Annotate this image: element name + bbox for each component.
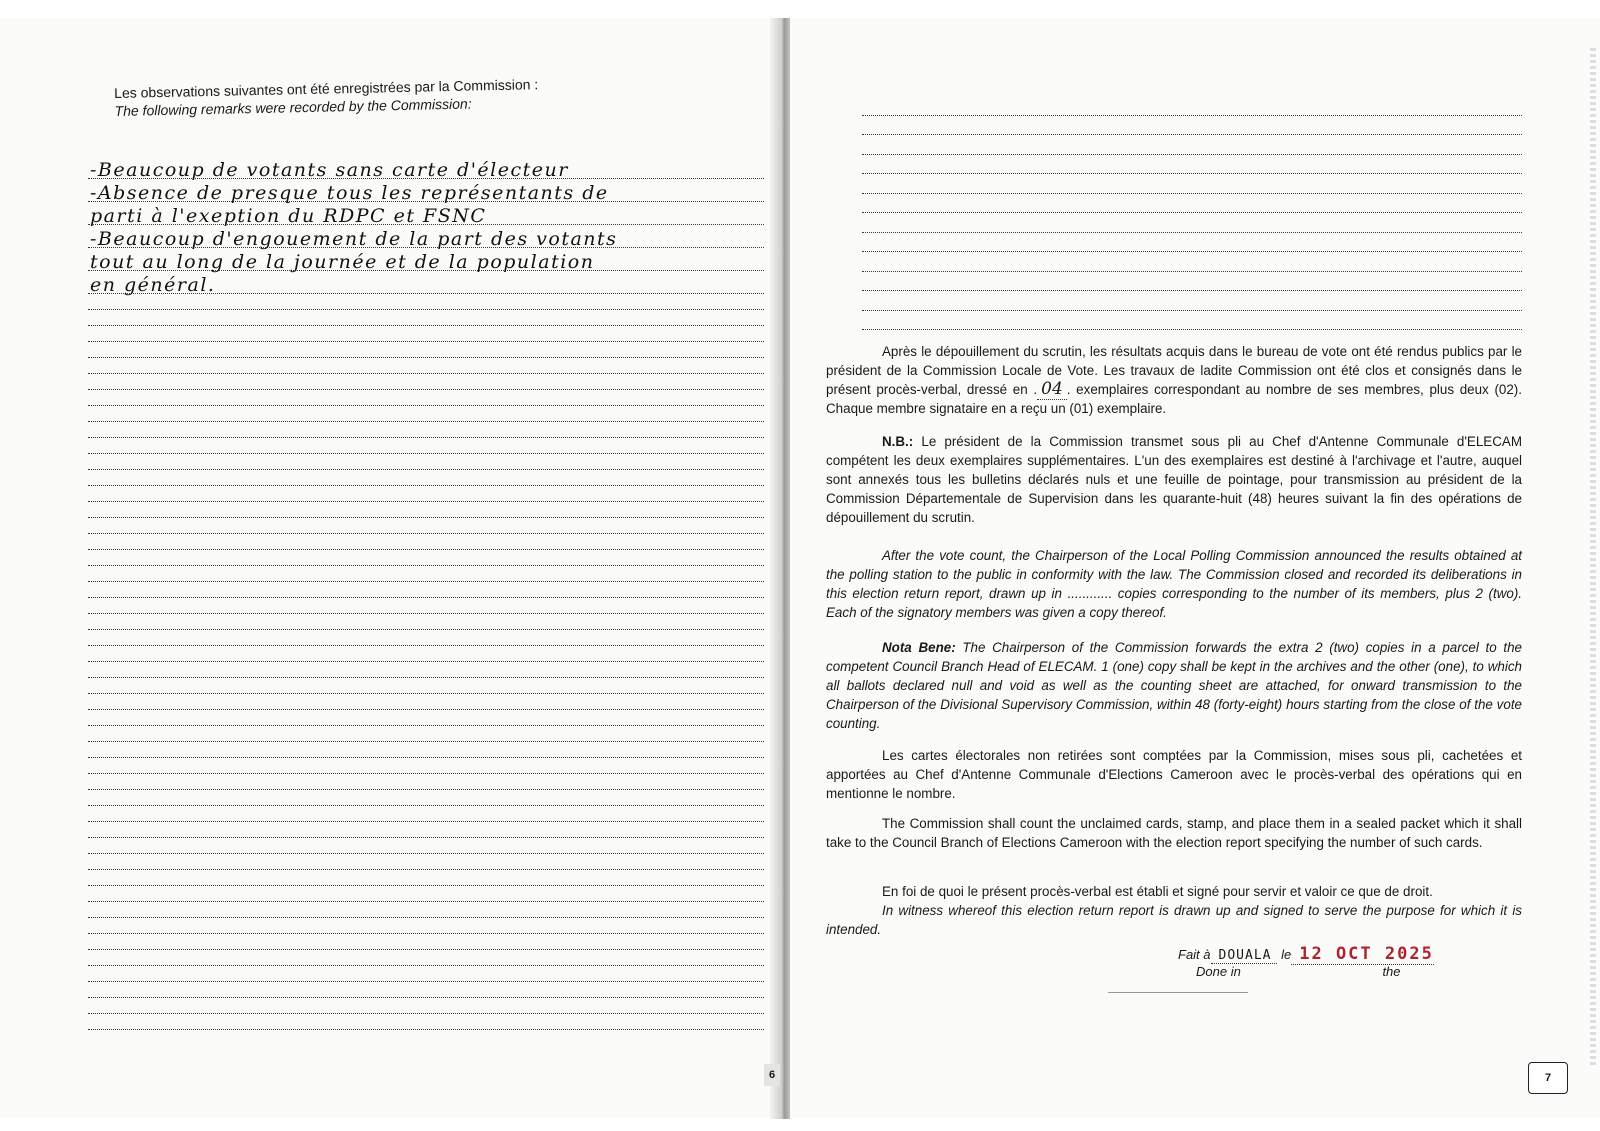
handwritten-remark: tout au long de la journée et de la population (90, 251, 595, 273)
blank-ruled-line (862, 96, 1522, 116)
nota-label: Nota Bene: (882, 640, 956, 655)
nb-paragraph-fr (826, 432, 1522, 527)
handwritten-remark: -Beaucoup d'engouement de la part des votants (90, 228, 618, 250)
ruled-line (88, 678, 764, 694)
ruled-line (88, 294, 764, 310)
blank-ruled-line (862, 311, 1522, 331)
ruled-line (88, 950, 764, 966)
heading-fr: Les observations suivantes ont été enregistrées par la Commission : (114, 76, 539, 101)
ruled-line (88, 470, 764, 486)
ruled-line (88, 179, 764, 202)
blank-ruled-line (862, 213, 1522, 233)
ruled-line (88, 534, 764, 550)
ruled-line (88, 870, 764, 886)
ruled-line (88, 774, 764, 790)
blank-ruled-line (862, 291, 1522, 311)
nb-label: N.B.: (882, 434, 914, 449)
para-cards-fr: Les cartes électorales non retirées sont comptées par la Commission, mises sous pli, cachetées et apportées au Chef d'Antenne Communale d'Elections Cameroon avec le procès-verbal des opérations qui en mentionne le nombre. (826, 748, 1522, 801)
handwritten-remark: parti à l'exeption du RDPC et FSNC (90, 205, 487, 227)
ruled-line (88, 710, 764, 726)
ruled-line (88, 518, 764, 534)
ruled-line (88, 358, 764, 374)
date-stamp: 12 OCT 2025 (1291, 944, 1434, 965)
ruled-line (88, 486, 764, 502)
ruled-line (88, 598, 764, 614)
blank-remarks-lines (862, 96, 1522, 330)
ruled-line (88, 614, 764, 630)
para1-text-a: Après le dépouillement du scrutin, les résultats acquis dans le bureau de vote ont été rendus publics par le président de la Commission Locale de Vote. Les travaux de ladite Commission ont été clos et consignés dans le présent procès-verbal, dressé en . (826, 344, 1522, 397)
handwritten-remark: -Absence de presque tous les représentants de (90, 182, 609, 204)
closing-en: In witness whereof this election return report is drawn up and signed to serve the purpose for which it is intended. (826, 903, 1522, 937)
copies-count-filled: 04 (1037, 379, 1067, 400)
nb-text: Le président de la Commission transmet sous pli au Chef d'Antenne Communale d'ELECAM compétent les deux exemplaires supplémentaires. L'un des exemplaires est destiné à l'archivage et l'autre, auquel sont annexés tous les bulletins déclarés nuls et une feuille de pointage, pour transmission au président de la Commission Départementale de Supervision dans les quarante-huit (48) heures suivant la fin des opérations de dépouillement du scrutin. (826, 434, 1522, 525)
signature-rule (1108, 992, 1248, 993)
ruled-line (88, 550, 764, 566)
ruled-line (88, 982, 764, 998)
ruled-line (88, 582, 764, 598)
ruled-line (88, 630, 764, 646)
closing-fr: En foi de quoi le présent procès-verbal est établi et signé pour servir et valoir ce que de droit. (882, 884, 1433, 899)
nota-bene-paragraph-en (826, 638, 1522, 733)
remarks-lines (88, 156, 764, 1030)
the-label: the (1382, 964, 1401, 979)
closing-paragraphs (826, 882, 1522, 939)
ruled-line (88, 225, 764, 248)
ruled-line (88, 271, 764, 294)
fait-a-label: Fait à (1178, 947, 1211, 962)
blank-ruled-line (862, 194, 1522, 214)
ruled-line (88, 342, 764, 358)
results-paragraph-fr (826, 342, 1522, 418)
ruled-line (88, 998, 764, 1014)
blank-ruled-line (862, 233, 1522, 253)
place-date-block (1178, 944, 1434, 984)
blank-ruled-line (862, 252, 1522, 272)
ruled-line (88, 662, 764, 678)
ruled-line (88, 822, 764, 838)
blank-ruled-line (862, 155, 1522, 175)
para1-text-b: . exemplaires correspondant au nombre de ses membres, plus deux (02). Chaque membre signataire en a reçu un (01) exemplaire. (826, 382, 1522, 416)
blank-ruled-line (862, 272, 1522, 292)
place-value: DOUALA (1211, 948, 1278, 964)
ruled-line (88, 918, 764, 934)
ruled-line (88, 966, 764, 982)
ruled-line (88, 202, 764, 225)
ruled-line (88, 806, 764, 822)
ruled-line (88, 390, 764, 406)
ruled-line (88, 902, 764, 918)
page-edge (1590, 48, 1596, 1068)
ruled-line (88, 790, 764, 806)
handwritten-remark: en général. (90, 274, 216, 296)
ruled-line (88, 438, 764, 454)
blank-ruled-line (862, 116, 1522, 136)
blank-ruled-line (862, 174, 1522, 194)
cards-paragraph-en (826, 814, 1522, 852)
le-label: le (1281, 947, 1292, 962)
ruled-line (88, 326, 764, 342)
handwritten-remark: -Beaucoup de votants sans carte d'électeur (90, 159, 569, 181)
ruled-line (88, 854, 764, 870)
ruled-line (88, 310, 764, 326)
done-in-label: Done in (1196, 964, 1241, 979)
nota-text: The Chairperson of the Commission forwards the extra 2 (two) copies in a parcel to the competent Council Branch Head of ELECAM. 1 (one) copy shall be kept in the archives and the other (one), to which all ballots declared null and void as well as the counting sheet are attached, for onward transmission to the Chairperson of the Divisional Supervisory Commission, within 48 (forty-eight) hours starting from the close of the vote counting. (826, 640, 1522, 731)
ruled-line (88, 374, 764, 390)
page-number-right: 7 (1528, 1062, 1568, 1094)
ruled-line (88, 566, 764, 582)
ruled-line (88, 742, 764, 758)
heading-en: The following remarks were recorded by the Commission: (114, 95, 472, 119)
cards-paragraph-fr (826, 746, 1522, 803)
ruled-line (88, 758, 764, 774)
ruled-line (88, 422, 764, 438)
ruled-line (88, 156, 764, 179)
ruled-line (88, 1014, 764, 1030)
para-cards-en: The Commission shall count the unclaimed cards, stamp, and place them in a sealed packet which it shall take to the Council Branch of Elections Cameroon with the election report specifying the number of such cards. (826, 816, 1522, 850)
blank-ruled-line (862, 135, 1522, 155)
ruled-line (88, 646, 764, 662)
ruled-line (88, 502, 764, 518)
ruled-line (88, 694, 764, 710)
ruled-line (88, 454, 764, 470)
ruled-line (88, 838, 764, 854)
page-number-left: 6 (764, 1064, 780, 1086)
para-en1: After the vote count, the Chairperson of the Local Polling Commission announced the results obtained at the polling station to the public in conformity with the law. The Commission closed and recorded its deliberations in this election return report, drawn up in ............ copies corresponding to the number of its members, plus 2 (two). Each of the signatory members was given a copy thereof. (826, 548, 1522, 620)
ruled-line (88, 886, 764, 902)
ruled-line (88, 248, 764, 271)
results-paragraph-en (826, 546, 1522, 622)
ruled-line (88, 406, 764, 422)
ruled-line (88, 726, 764, 742)
ruled-line (88, 934, 764, 950)
